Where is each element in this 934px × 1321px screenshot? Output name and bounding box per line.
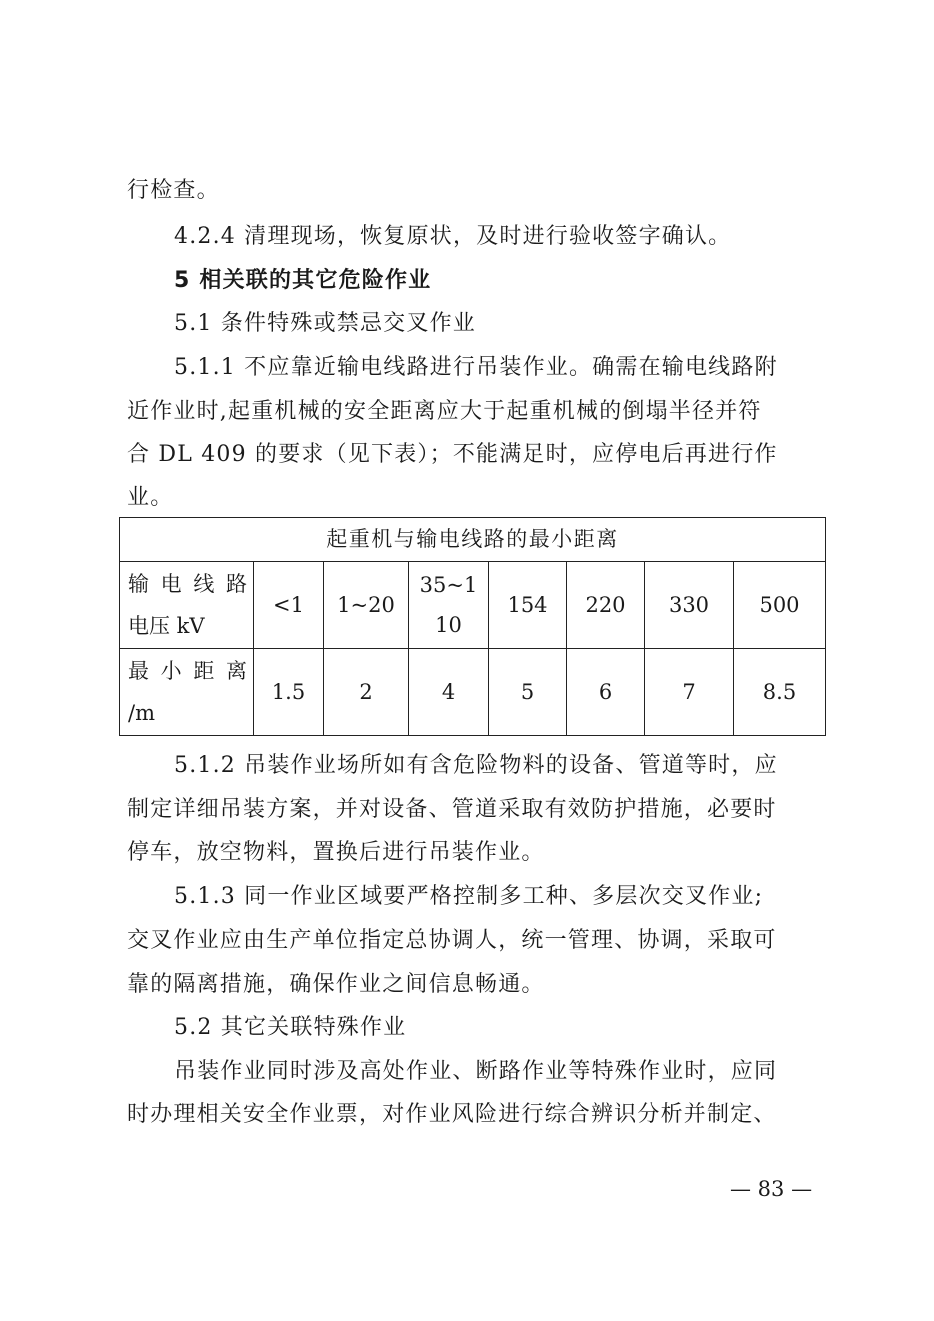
table-cell: 500 <box>734 562 826 649</box>
table-row <box>120 562 826 649</box>
paragraph-line: 靠的隔离措施，确保作业之间信息畅通。 <box>127 972 545 997</box>
paragraph-line: 业。 <box>127 485 174 510</box>
table-cell: 154 <box>489 562 567 649</box>
table-cell: 5 <box>489 649 567 736</box>
paragraph-line: 吊装作业同时涉及高处作业、断路作业等特殊作业时，应同 <box>174 1059 778 1084</box>
table-cell: 6 <box>567 649 645 736</box>
table-cell: 4 <box>409 649 489 736</box>
paragraph-line: 5.1.3 同一作业区域要严格控制多工种、多层次交叉作业; <box>174 884 764 909</box>
table-cell: 7 <box>645 649 734 736</box>
section-heading: 5 相关联的其它危险作业 <box>174 268 432 293</box>
paragraph-line: 行检查。 <box>127 178 220 203</box>
subsection-heading: 5.2 其它关联特殊作业 <box>174 1015 407 1040</box>
table-cell: 220 <box>567 562 645 649</box>
table-cell: 330 <box>645 562 734 649</box>
subsection-heading: 5.1 条件特殊或禁忌交叉作业 <box>174 311 476 336</box>
table-row <box>120 649 826 736</box>
table-cell-wrapped: 35~110 <box>419 573 478 637</box>
row-header-line: 输电线路 <box>128 572 249 596</box>
page-number: — 83 — <box>730 1177 813 1201</box>
paragraph-line: 交叉作业应由生产单位指定总协调人，统一管理、协调，采取可 <box>127 928 777 953</box>
row-header-line: /m <box>128 701 155 725</box>
table-caption: 起重机与输电线路的最小距离 <box>120 518 826 562</box>
min-distance-table <box>119 517 826 736</box>
row-header-line: 电压 kV <box>128 614 205 638</box>
table-cell: 2 <box>324 649 409 736</box>
table-cell: <1 <box>254 562 324 649</box>
voltage-row-header <box>120 562 254 649</box>
paragraph-line: 5.1.1 不应靠近输电线路进行吊装作业。确需在输电线路附 <box>174 355 778 380</box>
table-cell: 1~20 <box>324 562 409 649</box>
distance-row-header <box>120 649 254 736</box>
table-cell <box>409 562 489 649</box>
paragraph-line: 4.2.4 清理现场，恢复原状，及时进行验收签字确认。 <box>174 224 732 249</box>
paragraph-line: 近作业时,起重机械的安全距离应大于起重机械的倒塌半径并符 <box>127 399 762 424</box>
table-cell: 8.5 <box>734 649 826 736</box>
paragraph-line: 制定详细吊装方案，并对设备、管道采取有效防护措施，必要时 <box>127 797 777 822</box>
table-cell: 1.5 <box>254 649 324 736</box>
paragraph-line: 停车，放空物料，置换后进行吊装作业。 <box>127 840 545 865</box>
paragraph-line: 合 DL 409 的要求（见下表）；不能满足时，应停电后再进行作 <box>127 442 778 467</box>
paragraph-line: 5.1.2 吊装作业场所如有含危险物料的设备、管道等时，应 <box>174 753 778 778</box>
paragraph-line: 时办理相关安全作业票，对作业风险进行综合辨识分析并制定、 <box>127 1102 777 1127</box>
row-header-line: 最小距离 <box>128 659 249 683</box>
